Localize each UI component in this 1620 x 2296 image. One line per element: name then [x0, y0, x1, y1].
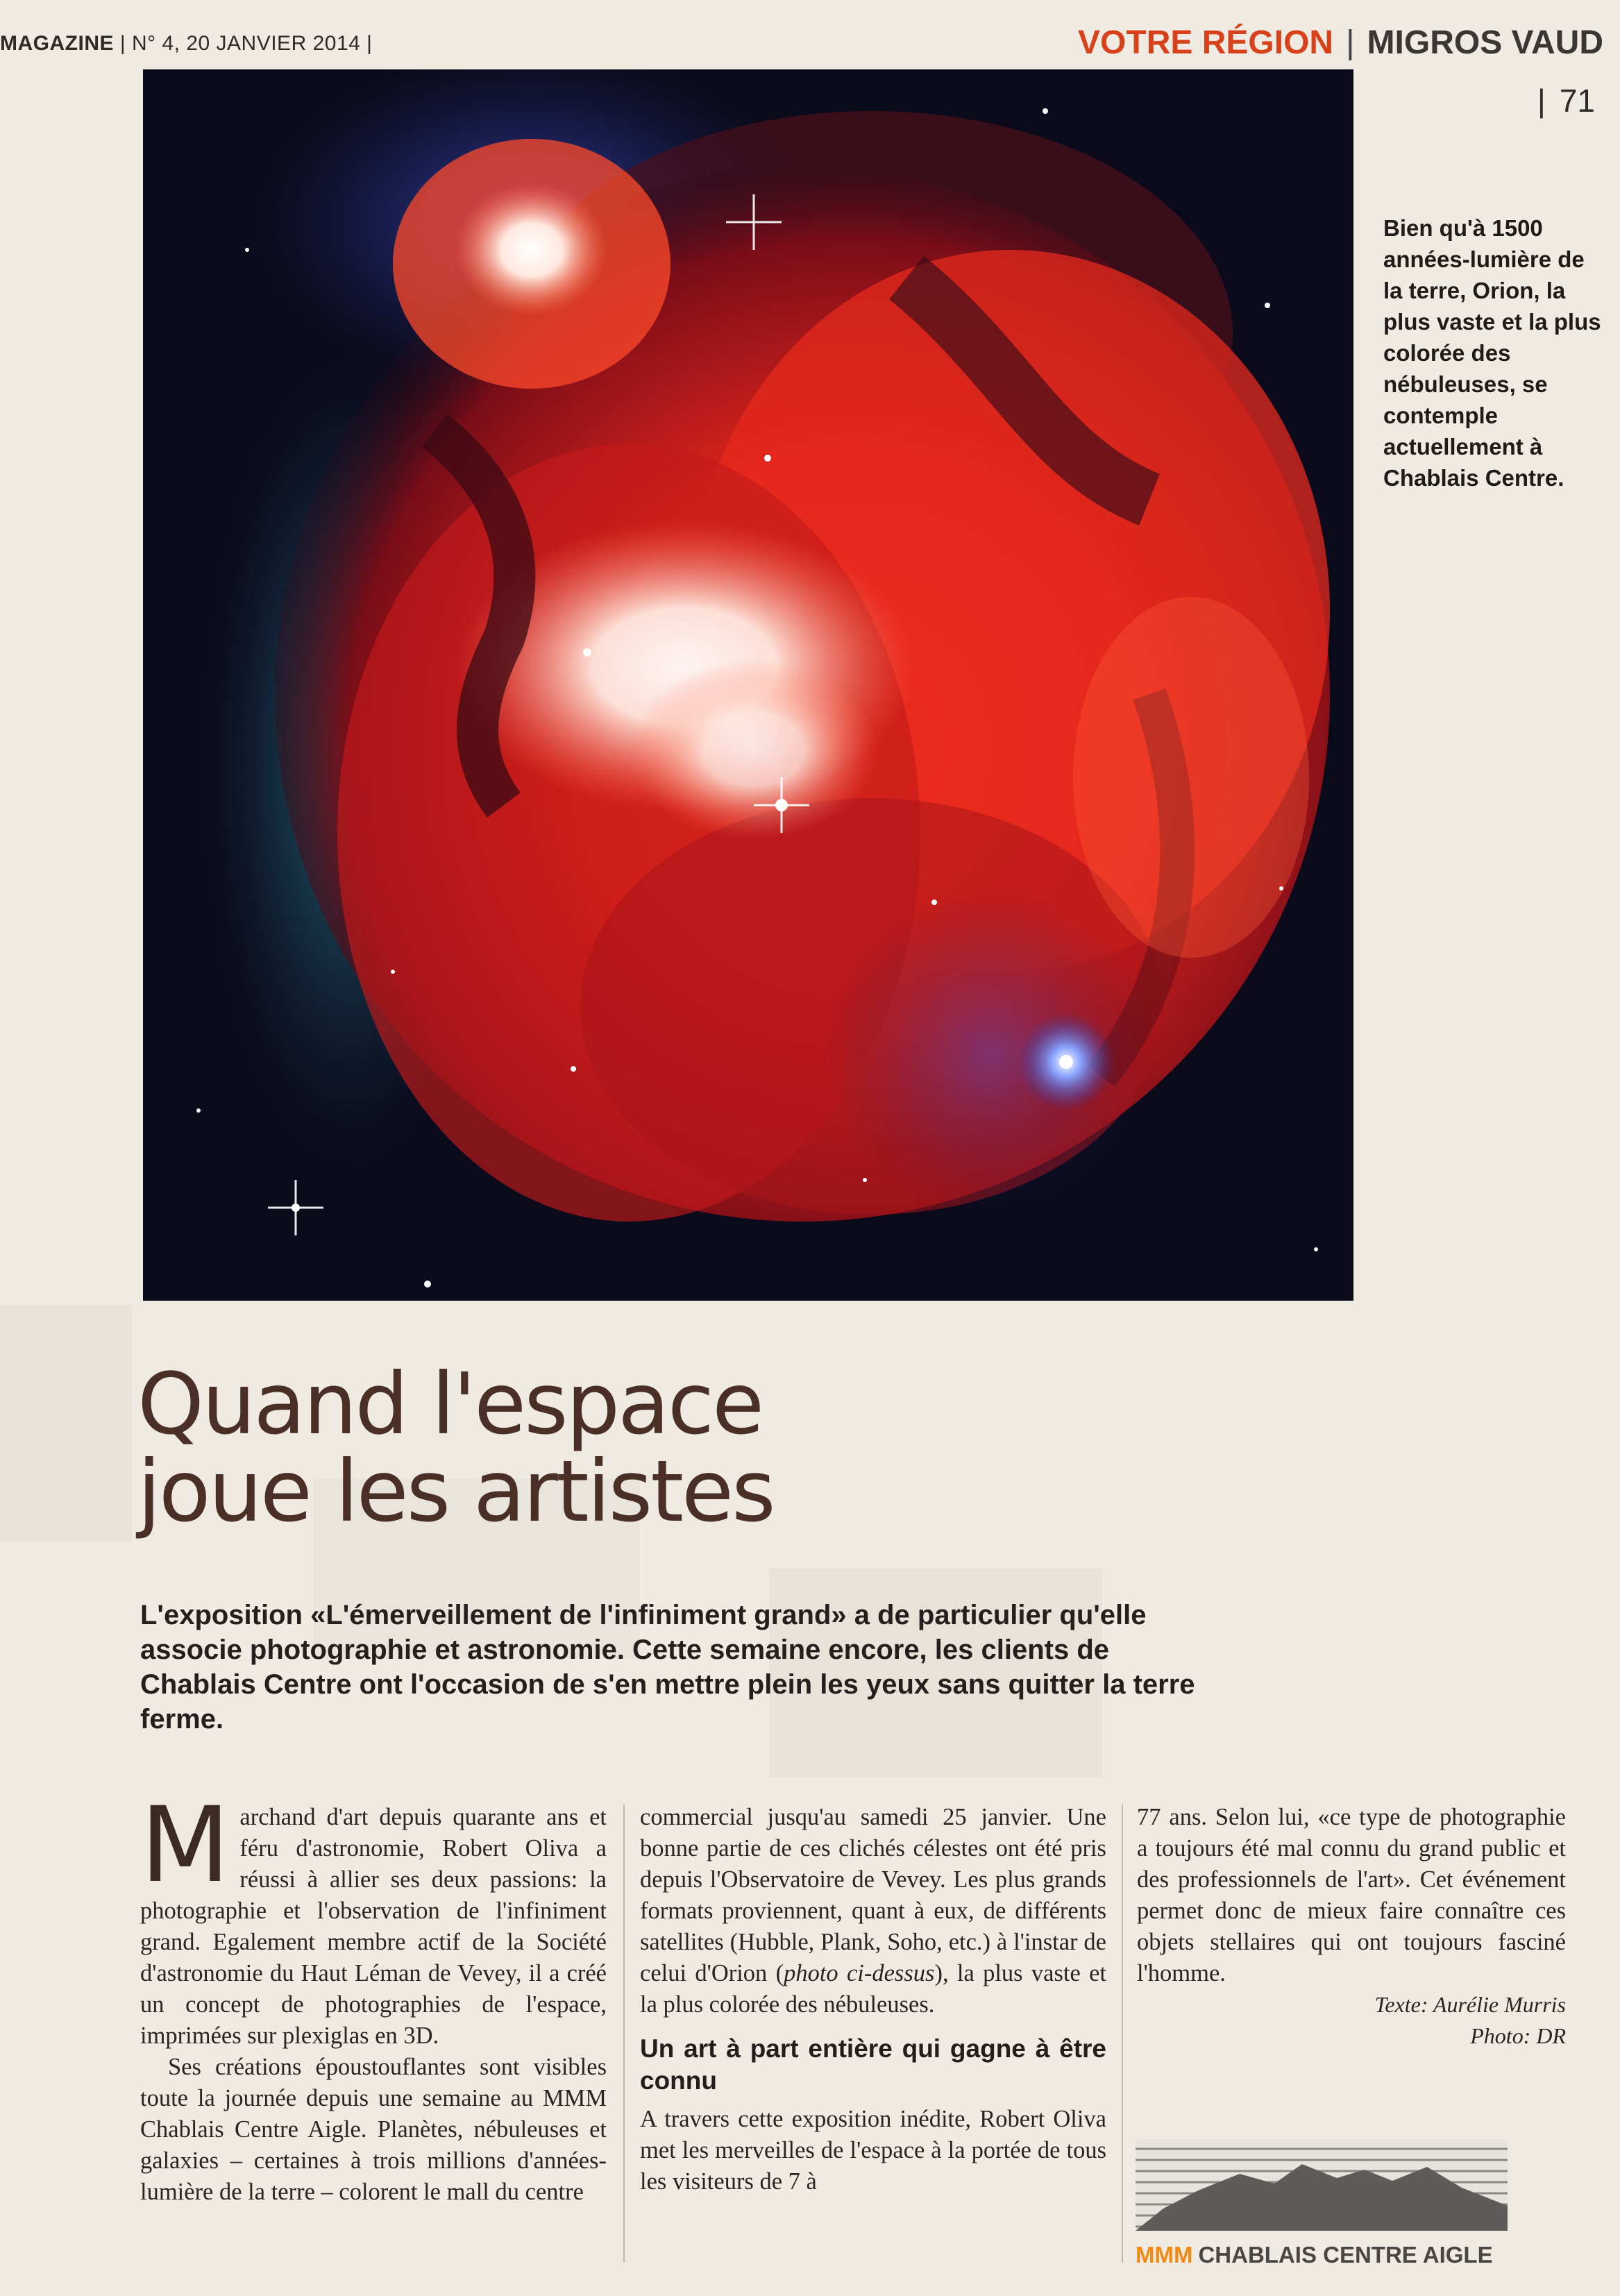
show-through-text: [1360, 652, 1620, 1416]
author-credit: Texte: Aurélie Murris: [1374, 1992, 1566, 2017]
column-divider: [623, 1805, 625, 2263]
photo-caption: Bien qu'à 1500 années-lumière de la terre, Orion, la plus vaste et la plus colorée des nébuleuses, se contemple actuellement à Chablais Centre.: [1383, 215, 1601, 491]
photo-credit: Photo: DR: [1470, 2023, 1566, 2048]
page-header-left: [0, 32, 372, 56]
article-column-1: [140, 1785, 607, 2208]
paragraph-text: commercial jusqu'au samedi 25 janvier. Une bonne partie de ces clichés célestes ont été pris depuis l'Observatoire de Vevey. Les plus grands formats proviennent, quant à eux, de différents satellites (Hubble, Plank, Soho, etc.) à l'instar de celui d'Orion (: [640, 1804, 1106, 1986]
show-through-block: [0, 1305, 132, 1541]
headline-line: Quand l'espace: [137, 1355, 763, 1453]
article-paragraph: [140, 1785, 607, 2052]
headline: [137, 1355, 1012, 1541]
article-paragraph: [640, 1802, 1106, 2020]
article-column-2: [640, 1802, 1106, 2197]
article-subhead: Un art à part entière qui gagne à être connu: [640, 2034, 1106, 2095]
logo-mmm: MMM: [1136, 2242, 1193, 2268]
column-divider: [1122, 1805, 1123, 2263]
logo-wordmark: [1136, 2242, 1493, 2268]
show-through-text: [0, 854, 139, 1270]
photo-reference: photo ci-dessus: [784, 1960, 935, 1986]
nebula-illustration: [143, 69, 1353, 1301]
nebula-photo: [143, 69, 1353, 1301]
logo-name: CHABLAIS CENTRE: [1198, 2242, 1417, 2268]
page-number-divider: |: [1537, 83, 1546, 119]
page-header-right: [1078, 24, 1603, 62]
article-paragraph: 77 ans. Selon lui, «ce type de photographie a toujours été mal connu du grand public et des professionnels de l'art». Cet événement permet donc de mieux faire connaître ces objets stellaires qui ont toujours fasciné l'homme.: [1137, 1804, 1566, 1986]
page-number: [1537, 82, 1595, 119]
article-paragraph: A travers cette exposition inédite, Robert Oliva met les merveilles de l'espace à la portée de tous les visiteurs de 7 à: [640, 2106, 1106, 2195]
logo-city: AIGLE: [1422, 2242, 1493, 2268]
page-number-value: 71: [1559, 83, 1595, 119]
show-through-text: [0, 472, 139, 694]
header-divider: |: [1346, 24, 1355, 61]
mountain-logo-icon: [1136, 2139, 1508, 2231]
headline-line: joue les artistes: [137, 1442, 774, 1541]
section-label: MAGAZINE: [0, 32, 114, 55]
header-divider: |: [366, 32, 373, 55]
article-paragraph: Ses créations époustouflantes sont visibles toute la journée depuis une semaine au MMM Chablais Centre Aigle. Planètes, nébuleuses et galaxies – certaines à trois millions d'années-lumière de la terre – colorent le mall du centre: [140, 2054, 607, 2205]
mountain-icon: [1136, 2139, 1508, 2231]
issue-label: N° 4, 20 JANVIER 2014: [131, 32, 361, 55]
paragraph-text: archand d'art depuis quarante ans et féru d'astronomie, Robert Oliva a réussi à allier ses deux passions: la photographie et l'observation de l'infiniment grand. Egalement membre actif de la Société d'astronomie du Haut Léman de Vevey, il a créé un concept de photographies de l'espace, imprimées sur plexiglas en 3D.: [140, 1804, 607, 2049]
paragraph-text: ), la plus vaste et la plus colorée des nébuleuses.: [640, 1960, 1106, 2018]
chablais-centre-logo: [1136, 2139, 1508, 2268]
article-column-3: [1137, 1802, 1566, 2052]
brand-label: MIGROS VAUD: [1367, 24, 1603, 61]
region-label: VOTRE RÉGION: [1078, 24, 1334, 61]
lead-paragraph: L'exposition «L'émerveillement de l'infiniment grand» a de particulier qu'elle associe photographie et astronomie. Cette semaine encore, les clients de Chablais Centre ont l'occasion de s'en mettre plein les yeux sans quitter la terre ferme.: [140, 1600, 1195, 1734]
drop-cap: M: [140, 1785, 230, 1906]
header-divider: |: [119, 32, 132, 55]
